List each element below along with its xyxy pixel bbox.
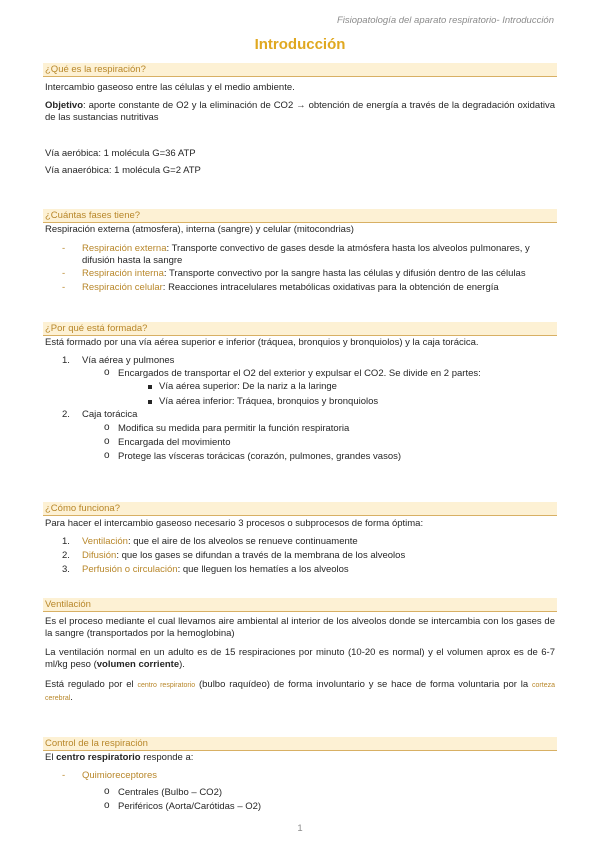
circle-bullet: o (104, 800, 110, 811)
paragraph: Es el proceso mediante el cual llevamos aire ambiental al interior de los alveolos donde se intercambia con los gases de la sangre (transportados por la hemoglobina) (45, 616, 555, 639)
dash-bullet: - (62, 243, 66, 254)
list-item: Vía aérea superior: De la nariz a la laringe (159, 381, 337, 392)
running-header: Fisiopatología del aparato respiratorio- Introducción (336, 15, 554, 26)
section-heading-que-es: ¿Qué es la respiración? (43, 63, 557, 77)
list-item: Encargados de transportar el O2 del exterior y expulsar el CO2. Se divide en 2 partes: (118, 368, 481, 379)
list-item: Modifica su medida para permitir la función respiratoria (118, 423, 350, 434)
paragraph: El centro respiratorio responde a: (45, 752, 194, 763)
section-heading-fases: ¿Cuántas fases tiene? (43, 209, 557, 223)
section-heading-formada: ¿Por qué está formada? (43, 322, 557, 336)
square-bullet (148, 385, 152, 389)
paragraph: Está formado por una vía aérea superior e inferior (tráquea, bronquios y bronquiolos) y la caja torácica. (45, 337, 479, 348)
list-item: Ventilación: que el aire de los alveolos se renueve continuamente (82, 536, 358, 547)
list-item: Perfusión o circulación: que lleguen los hematíes a los alveolos (82, 564, 349, 575)
circle-bullet: o (104, 436, 110, 447)
list-item: Respiración celular: Reacciones intracelulares metabólicas oxidativas para la obtención de energía (82, 282, 499, 293)
list-item: Protege las vísceras torácicas (corazón, pulmones, grandes vasos) (118, 451, 402, 462)
circle-bullet: o (104, 422, 110, 433)
dash-bullet: - (62, 770, 66, 781)
section-heading-control: Control de la respiración (43, 737, 557, 751)
objective-text: : aporte constante de O2 y la eliminación de CO2 → obtención de energía a través de la degradación oxidativa de las sustancias nutritivas (45, 100, 555, 123)
dash-bullet: - (62, 282, 66, 293)
aerobic-line: Vía aeróbica: 1 molécula G=36 ATP (45, 148, 196, 159)
page-title: Introducción (254, 36, 346, 53)
paragraph: Intercambio gaseoso entre las células y el medio ambiente. (45, 82, 295, 93)
anaerobic-line: Vía anaeróbica: 1 molécula G=2 ATP (45, 165, 201, 176)
objective-label: Objetivo (45, 100, 84, 111)
list-item: Respiración externa: Transporte convectivo de gases desde la atmósfera hasta los alveolos pulmonares, y difusión hasta la sangre (82, 243, 530, 266)
objective-paragraph (45, 100, 555, 124)
list-item: Vía aérea y pulmones (82, 355, 175, 366)
list-number: 3. (62, 564, 70, 575)
list-item: Quimioreceptores (82, 770, 157, 781)
circle-bullet: o (104, 367, 110, 378)
list-item: Periféricos (Aorta/Carótidas – O2) (118, 801, 262, 812)
circle-bullet: o (104, 786, 110, 797)
list-item: Caja torácica (82, 409, 138, 420)
list-item: Vía aérea inferior: Tráquea, bronquios y bronquiolos (159, 396, 379, 407)
list-item: Difusión: que los gases se difundan a través de la membrana de los alveolos (82, 550, 406, 561)
section-heading-funciona: ¿Cómo funciona? (43, 502, 557, 516)
circle-bullet: o (104, 450, 110, 461)
list-number: 1. (62, 355, 70, 366)
page-number: 1 (297, 823, 303, 834)
paragraph: Respiración externa (atmosfera), interna (sangre) y celular (mitocondrias) (45, 224, 354, 235)
list-item: Centrales (Bulbo – CO2) (118, 787, 223, 798)
paragraph: Para hacer el intercambio gaseoso necesario 3 procesos o subprocesos de forma óptima: (45, 518, 424, 529)
section-heading-ventilacion: Ventilación (43, 598, 557, 612)
list-item: Respiración interna: Transporte convectivo por la sangre hasta las células y difusión dentro de las células (82, 268, 526, 279)
dash-bullet: - (62, 268, 66, 279)
square-bullet (148, 400, 152, 404)
paragraph: La ventilación normal en un adulto es de 15 respiraciones por minuto (10-20 es normal) y el volumen aprox es de 6-7 ml/kg peso (volumen corriente). (45, 647, 555, 670)
list-number: 2. (62, 409, 70, 420)
list-number: 1. (62, 536, 70, 547)
paragraph: Está regulado por el centro respiratorio (bulbo raquídeo) de forma involuntario y se hace de forma voluntaria por la corteza cerebral. (45, 679, 555, 703)
list-number: 2. (62, 550, 70, 561)
list-item: Encargada del movimiento (118, 437, 231, 448)
